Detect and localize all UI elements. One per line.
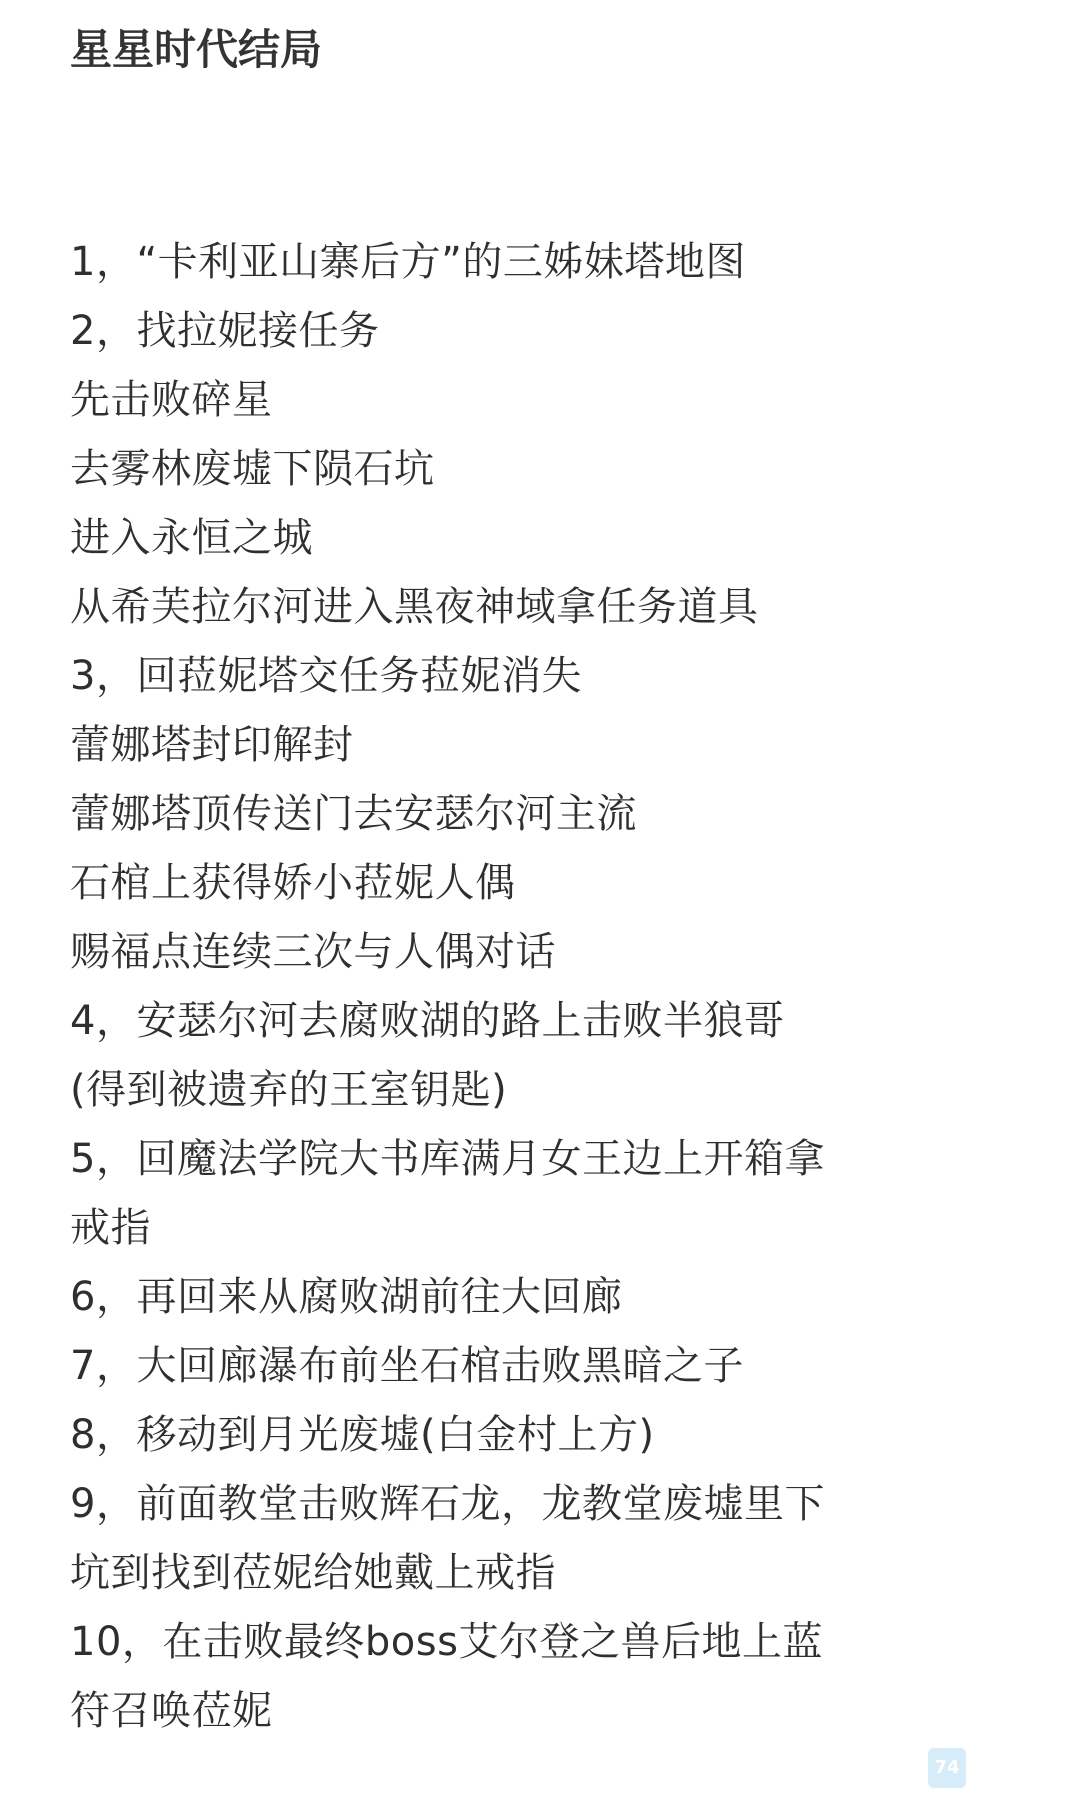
note-line: 先击败碎星 xyxy=(70,377,273,423)
watermark-logo: 74 xyxy=(928,1748,966,1788)
note-line: 戒指 xyxy=(70,1205,151,1251)
note-line: 石棺上获得娇小菈妮人偶 xyxy=(70,860,516,906)
note-line: 蕾娜塔顶传送门去安瑟尔河主流 xyxy=(70,791,637,837)
note-lines xyxy=(70,228,1030,1746)
note-line: 8，移动到月光废墟(白金村上方) xyxy=(70,1412,655,1458)
note-title: 星星时代结局 xyxy=(70,25,323,74)
note-line: 7，大回廊瀑布前坐石棺击败黑暗之子 xyxy=(70,1343,744,1389)
note-line: 6，再回来从腐败湖前往大回廊 xyxy=(70,1274,623,1320)
note-line: 蕾娜塔封印解封 xyxy=(70,722,354,768)
note-line: 赐福点连续三次与人偶对话 xyxy=(70,929,556,975)
note-line: 去雾林废墟下陨石坑 xyxy=(70,446,435,492)
note-line: 从希芙拉尔河进入黑夜神域拿任务道具 xyxy=(70,584,759,630)
note-line: 5，回魔法学院大书库满月女王边上开箱拿 xyxy=(70,1136,825,1182)
note-line: 4，安瑟尔河去腐败湖的路上击败半狼哥 xyxy=(70,998,785,1044)
note-line: 1，“卡利亚山寨后方”的三姊妹塔地图 xyxy=(70,239,746,285)
note-line: 坑到找到莅妮给她戴上戒指 xyxy=(70,1550,556,1596)
note-line: 2，找拉妮接任务 xyxy=(70,308,380,354)
note-line: 进入永恒之城 xyxy=(70,515,313,561)
note-line: 10，在击败最终boss艾尔登之兽后地上蓝 xyxy=(70,1619,823,1665)
note-line: 符召唤莅妮 xyxy=(70,1688,273,1734)
note-line: (得到被遗弃的王室钥匙) xyxy=(70,1067,508,1113)
note-line: 3，回菈妮塔交任务菈妮消失 xyxy=(70,653,582,699)
note-line: 9，前面教堂击败辉石龙，龙教堂废墟里下 xyxy=(70,1481,825,1527)
